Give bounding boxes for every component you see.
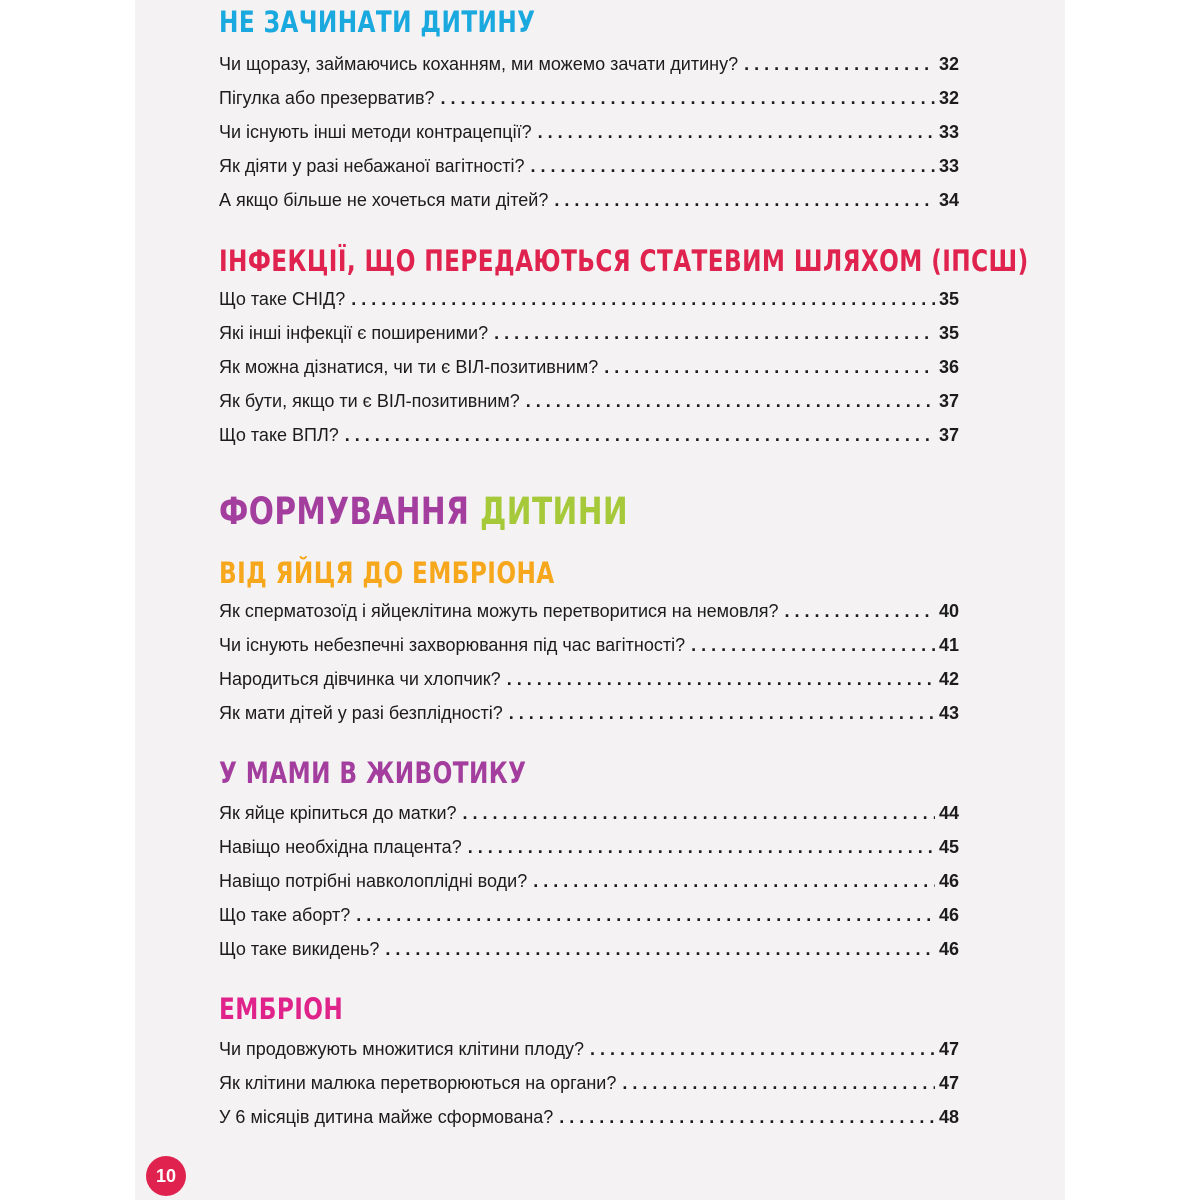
dot-leader bbox=[468, 834, 935, 860]
toc-row[interactable] bbox=[219, 119, 959, 145]
toc-entry-text: Як яйце кріпиться до матки? bbox=[219, 803, 457, 823]
toc-page-number: 35 bbox=[938, 289, 959, 309]
toc-row[interactable] bbox=[219, 700, 959, 726]
dot-leader bbox=[554, 187, 935, 213]
toc-page-number: 45 bbox=[938, 837, 959, 857]
toc-page-number: 46 bbox=[938, 939, 959, 959]
toc-row[interactable] bbox=[219, 800, 959, 826]
part-heading-word-1: ФОРМУВАННЯ bbox=[219, 490, 470, 533]
toc-page-number: 48 bbox=[938, 1107, 959, 1127]
toc-entry-text: Як бути, якщо ти є ВІЛ-позитивним? bbox=[219, 391, 520, 411]
toc-entry-text: Як можна дізнатися, чи ти є ВІЛ-позитивним? bbox=[219, 357, 599, 377]
toc-row[interactable] bbox=[219, 51, 959, 77]
book-page bbox=[135, 0, 1065, 1200]
toc-entry-text: Що таке СНІД? bbox=[219, 289, 346, 309]
toc-row[interactable] bbox=[219, 354, 959, 380]
section-heading-sti: ІНФЕКЦІЇ, ЩО ПЕРЕДАЮТЬСЯ СТАТЕВИМ ШЛЯХОМ (ІПСШ) bbox=[219, 244, 1029, 278]
toc-entry-text: Які інші інфекції є поширеними? bbox=[219, 323, 489, 343]
dot-leader bbox=[531, 153, 935, 179]
toc-page-number: 33 bbox=[938, 156, 959, 176]
page-number-badge: 10 bbox=[146, 1156, 186, 1196]
part-heading-word-2: ДИТИНИ bbox=[480, 490, 629, 533]
dot-leader bbox=[345, 422, 935, 448]
toc-page-number: 32 bbox=[938, 88, 959, 108]
toc-row[interactable] bbox=[219, 320, 959, 346]
toc-page-number: 41 bbox=[938, 635, 959, 655]
toc-entry-text: Навіщо потрібні навколоплідні води? bbox=[219, 871, 528, 891]
toc-row[interactable] bbox=[219, 1104, 959, 1130]
toc-entry-text: А якщо більше не хочеться мати дітей? bbox=[219, 190, 549, 210]
toc-entry-text: Як мати дітей у разі безплідності? bbox=[219, 703, 503, 723]
toc-entry-text: Що таке викидень? bbox=[219, 939, 380, 959]
toc-entry-text: Як сперматозоїд і яйцеклітина можуть перетворитися на немовля? bbox=[219, 601, 779, 621]
section-heading-egg-to-embryo: ВІД ЯЙЦЯ ДО ЕМБРІОНА bbox=[219, 556, 555, 590]
toc-entry-text: Чи продовжують множитися клітини плоду? bbox=[219, 1039, 584, 1059]
toc-entry-text: Чи існують небезпечні захворювання під час вагітності? bbox=[219, 635, 686, 655]
toc-row[interactable] bbox=[219, 388, 959, 414]
toc-row[interactable] bbox=[219, 868, 959, 894]
toc-page-number: 47 bbox=[938, 1073, 959, 1093]
dot-leader bbox=[784, 598, 935, 624]
toc-entry-text: Як клітини малюка перетворюються на органи? bbox=[219, 1073, 617, 1093]
toc-page-number: 46 bbox=[938, 871, 959, 891]
toc-row[interactable] bbox=[219, 666, 959, 692]
dot-leader bbox=[494, 320, 935, 346]
toc-page-number: 42 bbox=[938, 669, 959, 689]
dot-leader bbox=[507, 666, 935, 692]
toc-page-number: 44 bbox=[938, 803, 959, 823]
dot-leader bbox=[356, 902, 935, 928]
dot-leader bbox=[590, 1036, 935, 1062]
dot-leader bbox=[385, 936, 935, 962]
section-heading-no-conception: НЕ ЗАЧИНАТИ ДИТИНУ bbox=[219, 5, 536, 39]
toc-entry-text: Що таке аборт? bbox=[219, 905, 351, 925]
toc-row[interactable] bbox=[219, 187, 959, 213]
dot-leader bbox=[559, 1104, 935, 1130]
toc-row[interactable] bbox=[219, 153, 959, 179]
toc-page-number: 37 bbox=[938, 425, 959, 445]
part-heading bbox=[219, 490, 628, 534]
dot-leader bbox=[526, 388, 935, 414]
toc-row[interactable] bbox=[219, 598, 959, 624]
toc-page-number: 46 bbox=[938, 905, 959, 925]
toc-entry-text: У 6 місяців дитина майже сформована? bbox=[219, 1107, 554, 1127]
toc-page-number: 34 bbox=[938, 190, 959, 210]
dot-leader bbox=[538, 119, 935, 145]
toc-page-number: 35 bbox=[938, 323, 959, 343]
toc-row[interactable] bbox=[219, 85, 959, 111]
toc-entry-text: Пігулка або презерватив? bbox=[219, 88, 435, 108]
toc-page-number: 36 bbox=[938, 357, 959, 377]
dot-leader bbox=[744, 51, 935, 77]
toc-entry-text: Чи щоразу, займаючись коханням, ми можемо зачати дитину? bbox=[219, 54, 739, 74]
toc-entry-text: Чи існують інші методи контрацепції? bbox=[219, 122, 532, 142]
toc-page-number: 40 bbox=[938, 601, 959, 621]
toc-page-number: 32 bbox=[938, 54, 959, 74]
toc-page-number: 47 bbox=[938, 1039, 959, 1059]
toc-entry-text: Як діяти у разі небажаної вагітності? bbox=[219, 156, 525, 176]
toc-page-number: 33 bbox=[938, 122, 959, 142]
dot-leader bbox=[351, 286, 935, 312]
dot-leader bbox=[463, 800, 935, 826]
toc-entry-text: Що таке ВПЛ? bbox=[219, 425, 339, 445]
toc-row[interactable] bbox=[219, 834, 959, 860]
toc-row[interactable] bbox=[219, 936, 959, 962]
dot-leader bbox=[622, 1070, 935, 1096]
dot-leader bbox=[604, 354, 935, 380]
dot-leader bbox=[509, 700, 935, 726]
toc-entry-text: Навіщо необхідна плацента? bbox=[219, 837, 462, 857]
toc-row[interactable] bbox=[219, 1036, 959, 1062]
toc-row[interactable] bbox=[219, 286, 959, 312]
toc-entry-text: Народиться дівчинка чи хлопчик? bbox=[219, 669, 501, 689]
toc-row[interactable] bbox=[219, 902, 959, 928]
toc-row[interactable] bbox=[219, 1070, 959, 1096]
dot-leader bbox=[533, 868, 935, 894]
dot-leader bbox=[441, 85, 935, 111]
section-heading-embryo: ЕМБРІОН bbox=[219, 992, 344, 1026]
toc-row[interactable] bbox=[219, 422, 959, 448]
toc-page-number: 37 bbox=[938, 391, 959, 411]
dot-leader bbox=[691, 632, 935, 658]
toc-row[interactable] bbox=[219, 632, 959, 658]
section-heading-in-mothers-belly: У МАМИ В ЖИВОТИКУ bbox=[219, 756, 527, 790]
toc-page-number: 43 bbox=[938, 703, 959, 723]
